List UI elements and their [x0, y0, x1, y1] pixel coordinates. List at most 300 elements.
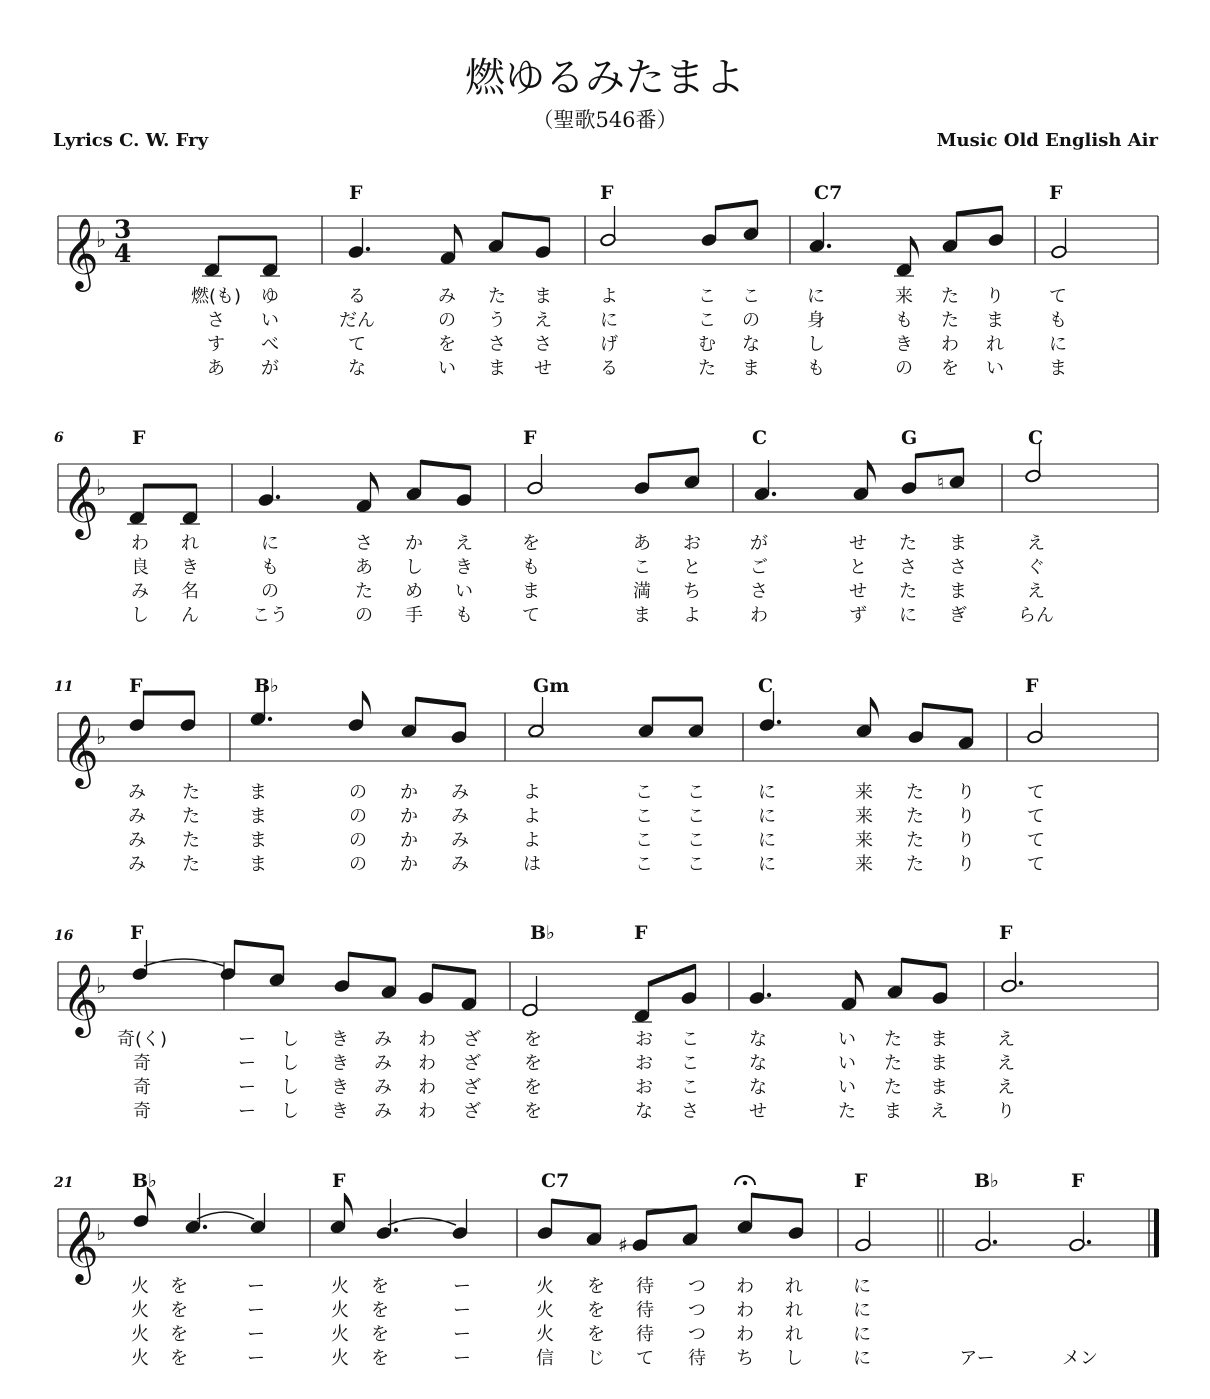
lyric-syllable: ま: [930, 1053, 948, 1074]
lyric-syllable: て: [348, 334, 366, 355]
lyric-syllable: し: [281, 1101, 299, 1122]
lyric-syllable: わ: [418, 1077, 436, 1098]
lyric-syllable: ざ: [463, 1053, 481, 1074]
lyric-syllable: い: [838, 1077, 856, 1098]
lyric-syllable: に: [758, 830, 776, 851]
note-head: [132, 967, 149, 981]
lyric-syllable: 来: [855, 854, 873, 875]
lyric-syllable: を: [587, 1300, 605, 1321]
lyric-syllable: れ: [785, 1324, 803, 1345]
lyric-syllable: ー: [453, 1348, 471, 1369]
note-head: [456, 493, 473, 507]
lyric-syllable: た: [899, 581, 917, 602]
dot: [1019, 981, 1023, 985]
lyric-syllable: ー: [453, 1276, 471, 1297]
chord-symbol: C: [752, 427, 768, 449]
lyric-syllable: に: [1049, 334, 1067, 355]
lyric-syllable: み: [438, 286, 456, 307]
lyric-syllable: ん: [181, 605, 199, 626]
lyric-syllable: を: [371, 1300, 389, 1321]
note-head: [754, 487, 771, 501]
lyric-syllable: ご: [750, 557, 768, 578]
dot: [366, 247, 370, 251]
lyric-syllable: い: [986, 358, 1004, 379]
note-head: [949, 475, 966, 489]
beam: [752, 1195, 803, 1201]
lyric-syllable: わ: [941, 334, 959, 355]
lyric-syllable: 火: [131, 1324, 149, 1345]
note-head: [180, 718, 197, 732]
chord-symbol: F: [129, 675, 143, 697]
lyric-syllable: わ: [418, 1053, 436, 1074]
lyric-syllable: も: [807, 358, 825, 379]
lyric-syllable: 待: [636, 1276, 654, 1297]
lyric-syllable: に: [807, 286, 825, 307]
lyric-syllable: ま: [249, 854, 267, 875]
lyric-syllable: ざ: [463, 1077, 481, 1098]
lyric-syllable: せ: [749, 1101, 767, 1122]
lyric-syllable: か: [400, 806, 418, 827]
lyric-syllable: ー: [247, 1300, 265, 1321]
lyric-syllable: さ: [355, 533, 373, 554]
note-head: [269, 973, 286, 987]
lyric-syllable: た: [884, 1029, 902, 1050]
beam: [647, 1207, 697, 1213]
lyric-syllable: 身: [807, 310, 825, 331]
note-head: [988, 233, 1005, 247]
lyric-syllable: ま: [949, 533, 967, 554]
lyric-syllable: ざ: [463, 1029, 481, 1050]
lyric-syllable: 火: [536, 1276, 554, 1297]
beam: [716, 202, 758, 208]
lyric-syllable: の: [349, 782, 367, 803]
chord-symbol: B♭: [530, 922, 556, 944]
lyric-syllable: た: [488, 286, 506, 307]
note-head: [522, 1003, 539, 1017]
lyric-syllable: た: [182, 854, 200, 875]
lyric-syllable: て: [1049, 286, 1067, 307]
lyric-syllable: ま: [949, 581, 967, 602]
lyric-syllable: え: [455, 533, 473, 554]
lyric-syllable: 奇: [133, 1101, 151, 1122]
lyric-syllable: し: [405, 557, 423, 578]
lyric-syllable: ち: [683, 581, 701, 602]
lyric-syllable: さ: [681, 1101, 699, 1122]
lyric-syllable: ま: [249, 782, 267, 803]
lyric-syllable: 奇(く): [116, 1029, 168, 1050]
lyric-syllable: て: [522, 605, 540, 626]
lyric-syllable: た: [838, 1101, 856, 1122]
lyric-syllable: ー: [453, 1324, 471, 1345]
note-head: [356, 499, 373, 513]
note-head: [451, 730, 468, 744]
note-head: [908, 730, 925, 744]
beam: [649, 966, 696, 984]
beam: [349, 954, 396, 960]
note-head: [684, 475, 701, 489]
time-signature-bottom: 4: [114, 239, 132, 268]
key-signature-flat-icon: ♭: [96, 725, 107, 750]
note-flag: [345, 1193, 353, 1217]
lyric-syllable: に: [853, 1276, 871, 1297]
lyric-syllable: 手: [405, 605, 423, 626]
lyric-syllable: き: [181, 557, 199, 578]
note-head: [488, 239, 505, 253]
lyric-syllable: よ: [523, 830, 541, 851]
note-head: [406, 487, 423, 501]
lyric-syllable: よ: [600, 286, 618, 307]
time-signature-top: 3: [114, 215, 132, 244]
lyric-syllable: じ: [587, 1348, 605, 1369]
lyric-syllable: も: [895, 310, 913, 331]
lyric-syllable: え: [1027, 581, 1045, 602]
note-head: [809, 239, 826, 253]
lyric-syllable: に: [758, 782, 776, 803]
lyric-syllable: 良: [131, 557, 149, 578]
beam: [552, 1201, 601, 1207]
lyric-syllable: 火: [331, 1348, 349, 1369]
dot: [993, 1240, 997, 1244]
note-head: [887, 985, 904, 999]
note-flag: [871, 697, 879, 721]
lyric-syllable: 来: [855, 782, 873, 803]
lyric-syllable: き: [455, 557, 473, 578]
lyric-syllable: れ: [181, 533, 199, 554]
lyric-syllable: 来: [855, 830, 873, 851]
lyric-syllable: め: [405, 581, 423, 602]
chord-symbol: F: [1049, 182, 1063, 204]
lyric-syllable: を: [524, 1029, 542, 1050]
lyric-syllable: こ: [687, 854, 705, 875]
lyric-syllable: こ: [635, 782, 653, 803]
note-head: [537, 1226, 554, 1240]
lyric-syllable: こ: [742, 286, 760, 307]
lyric-syllable: い: [261, 310, 279, 331]
lyric-syllable: 待: [688, 1348, 706, 1369]
measure-number: 11: [54, 679, 74, 695]
note-head: [440, 251, 457, 265]
measure-number: 21: [54, 1175, 74, 1191]
note-head: [600, 233, 617, 247]
note-head: [932, 991, 949, 1005]
lyric-syllable: アー: [959, 1348, 995, 1369]
chord-symbol: B♭: [974, 1170, 1000, 1192]
lyric-syllable: わ: [736, 1300, 754, 1321]
lyric-syllable: み: [451, 854, 469, 875]
lyric-syllable: を: [438, 334, 456, 355]
lyric-syllable: の: [438, 310, 456, 331]
lyric-syllable: し: [131, 605, 149, 626]
note-head: [452, 1226, 469, 1240]
note-head: [401, 724, 418, 738]
lyric-syllable: み: [374, 1029, 392, 1050]
beam: [433, 966, 476, 972]
lyric-syllable: らん: [1018, 605, 1054, 626]
lyric-syllable: さ: [949, 557, 967, 578]
beam: [649, 450, 699, 456]
note-head: [701, 233, 718, 247]
lyric-syllable: か: [400, 854, 418, 875]
lyric-syllable: お: [635, 1029, 653, 1050]
lyric-syllable: い: [838, 1053, 856, 1074]
lyric-syllable: あ: [633, 533, 651, 554]
lyric-syllable: 火: [131, 1300, 149, 1321]
lyric-syllable: ざ: [463, 1101, 481, 1122]
lyric-syllable: に: [600, 310, 618, 331]
lyric-syllable: し: [281, 1077, 299, 1098]
lyric-syllable: ぐ: [1027, 557, 1045, 578]
lyric-syllable: こ: [687, 830, 705, 851]
key-signature-flat-icon: ♭: [96, 476, 107, 501]
lyric-syllable: わ: [736, 1324, 754, 1345]
lyric-syllable: を: [371, 1276, 389, 1297]
lyric-syllable: さ: [207, 310, 225, 331]
lyric-syllable: ま: [1049, 358, 1067, 379]
lyric-syllable: か: [400, 830, 418, 851]
lyric-syllable: こ: [681, 1077, 699, 1098]
lyric-syllable: た: [884, 1077, 902, 1098]
treble-clef-icon: 𝄞: [62, 464, 99, 537]
dot: [203, 1225, 207, 1229]
chord-symbol: F: [600, 182, 614, 204]
lyric-syllable: こ: [687, 806, 705, 827]
lyric-syllable: こ: [681, 1053, 699, 1074]
lyric-syllable: わ: [736, 1276, 754, 1297]
lyric-syllable: む: [698, 334, 716, 355]
lyric-syllable: ま: [930, 1077, 948, 1098]
treble-clef-icon: 𝄞: [62, 1209, 99, 1282]
lyric-syllable: せ: [534, 358, 552, 379]
treble-clef-icon: 𝄞: [62, 713, 99, 786]
lyric-syllable: た: [941, 286, 959, 307]
lyric-syllable: ー: [238, 1029, 256, 1050]
chord-symbol: F: [999, 922, 1013, 944]
lyric-syllable: を: [587, 1324, 605, 1345]
chord-symbol: C7: [541, 1170, 570, 1192]
beam: [916, 450, 964, 456]
lyric-syllable: か: [400, 782, 418, 803]
note-head: [129, 718, 146, 732]
lyric-syllable: が: [261, 358, 279, 379]
lyric-syllable: み: [131, 581, 149, 602]
lyric-syllable: き: [331, 1053, 349, 1074]
note-head: [749, 991, 766, 1005]
measure-number: 6: [54, 430, 64, 446]
lyric-syllable: た: [906, 854, 924, 875]
note-head: [634, 1009, 651, 1023]
dot: [777, 720, 781, 724]
chord-symbol: F: [1025, 675, 1039, 697]
treble-clef-icon: 𝄞: [62, 216, 99, 289]
treble-clef-icon: 𝄞: [62, 962, 99, 1035]
lyric-syllable: い: [438, 358, 456, 379]
chord-symbol: B♭: [132, 1170, 158, 1192]
dot: [276, 495, 280, 499]
lyricist-credit: Lyrics C. W. Fry: [53, 130, 209, 151]
note-head: [418, 991, 435, 1005]
lyric-syllable: れ: [986, 334, 1004, 355]
lyric-syllable: つ: [688, 1324, 706, 1345]
dot: [268, 717, 272, 721]
lyric-syllable: つ: [688, 1300, 706, 1321]
lyric-syllable: さ: [899, 557, 917, 578]
lyric-syllable: の: [349, 806, 367, 827]
lyric-syllable: に: [899, 605, 917, 626]
lyric-syllable: 火: [536, 1324, 554, 1345]
lyric-syllable: み: [128, 830, 146, 851]
lyric-syllable: り: [957, 782, 975, 803]
lyric-syllable: に: [758, 806, 776, 827]
lyric-syllable: 火: [131, 1348, 149, 1369]
lyric-syllable: え: [997, 1053, 1015, 1074]
lyric-syllable: を: [170, 1348, 188, 1369]
lyric-syllable: な: [742, 334, 760, 355]
lyric-syllable: み: [451, 782, 469, 803]
lyric-syllable: た: [182, 806, 200, 827]
lyric-syllable: る: [348, 286, 366, 307]
note-head: [1025, 469, 1042, 483]
lyric-syllable: も: [522, 557, 540, 578]
lyric-syllable: べ: [261, 334, 279, 355]
note-head: [737, 1220, 754, 1234]
lyric-syllable: し: [807, 334, 825, 355]
lyric-syllable: お: [635, 1077, 653, 1098]
lyric-syllable: の: [355, 605, 373, 626]
chord-symbol: B♭: [254, 675, 280, 697]
lyric-syllable: し: [281, 1029, 299, 1050]
lyric-syllable: り: [986, 286, 1004, 307]
lyric-syllable: ー: [238, 1053, 256, 1074]
lyric-syllable: な: [749, 1053, 767, 1074]
lyric-syllable: さ: [488, 334, 506, 355]
lyric-syllable: り: [997, 1101, 1015, 1122]
lyric-syllable: が: [750, 533, 768, 554]
lyric-syllable: れ: [785, 1300, 803, 1321]
note-head: [527, 481, 544, 495]
note-head: [376, 1226, 393, 1240]
lyric-syllable: た: [941, 310, 959, 331]
lyric-syllable: す: [207, 334, 225, 355]
note-head: [759, 718, 776, 732]
lyric-syllable: ま: [249, 806, 267, 827]
chord-symbol: F: [132, 427, 146, 449]
lyric-syllable: だん: [339, 310, 375, 331]
note-head: [330, 1220, 347, 1234]
lyric-syllable: ー: [247, 1276, 265, 1297]
lyric-syllable: て: [1027, 806, 1045, 827]
lyric-syllable: え: [1027, 533, 1045, 554]
lyric-syllable: ー: [238, 1077, 256, 1098]
lyric-syllable: ー: [247, 1324, 265, 1345]
lyric-syllable: を: [587, 1276, 605, 1297]
lyric-syllable: て: [1027, 782, 1045, 803]
note-head: [896, 263, 913, 277]
lyric-syllable: な: [635, 1101, 653, 1122]
note-head: [632, 1238, 649, 1252]
dot: [767, 993, 771, 997]
lyric-syllable: せ: [849, 581, 867, 602]
lyric-syllable: を: [524, 1101, 542, 1122]
lyric-syllable: え: [930, 1101, 948, 1122]
lyric-syllable: ま: [884, 1101, 902, 1122]
lyric-syllable: を: [371, 1348, 389, 1369]
fermata-dot: [743, 1181, 747, 1185]
lyric-syllable: こ: [687, 782, 705, 803]
lyric-syllable: を: [170, 1276, 188, 1297]
lyric-syllable: よ: [523, 806, 541, 827]
lyric-syllable: 来: [895, 286, 913, 307]
key-signature-flat-icon: ♭: [96, 228, 107, 253]
lyric-syllable: こ: [681, 1029, 699, 1050]
note-head: [528, 724, 545, 738]
lyric-syllable: こ: [635, 806, 653, 827]
note-head: [204, 263, 221, 277]
lyric-syllable: わ: [131, 533, 149, 554]
lyric-syllable: 燃(も): [190, 286, 242, 307]
lyric-syllable: て: [1027, 854, 1045, 875]
lyric-syllable: せ: [849, 533, 867, 554]
lyric-syllable: み: [451, 830, 469, 851]
lyric-syllable: 待: [636, 1300, 654, 1321]
tie: [197, 1212, 254, 1219]
note-head: [220, 967, 237, 981]
lyric-syllable: ま: [249, 830, 267, 851]
lyric-syllable: を: [524, 1077, 542, 1098]
note-head: [856, 724, 873, 738]
lyric-syllable: は: [523, 854, 541, 875]
lyric-syllable: 奇: [133, 1053, 151, 1074]
note-head: [682, 1232, 699, 1246]
lyric-syllable: 名: [181, 581, 199, 602]
chord-symbol: F: [349, 182, 363, 204]
lyric-syllable: た: [906, 782, 924, 803]
lyric-syllable: か: [405, 533, 423, 554]
note-flag: [363, 691, 371, 715]
lyric-syllable: る: [600, 358, 618, 379]
lyric-syllable: た: [182, 782, 200, 803]
lyric-syllable: げ: [600, 334, 618, 355]
lyric-syllable: さ: [750, 581, 768, 602]
lyric-syllable: こう: [252, 605, 288, 626]
note-head: [901, 481, 918, 495]
lyric-syllable: を: [524, 1053, 542, 1074]
lyric-syllable: ち: [736, 1348, 754, 1369]
beam: [421, 462, 471, 468]
lyric-syllable: み: [374, 1101, 392, 1122]
beam: [235, 942, 284, 948]
note-head: [975, 1238, 992, 1252]
lyric-syllable: に: [261, 533, 279, 554]
lyric-syllable: つ: [688, 1276, 706, 1297]
note-head: [262, 263, 279, 277]
lyric-syllable: お: [635, 1053, 653, 1074]
note-head: [250, 712, 267, 726]
lyric-syllable: に: [853, 1324, 871, 1345]
lyric-syllable: 奇: [133, 1077, 151, 1098]
lyric-syllable: わ: [750, 605, 768, 626]
lyric-syllable: ー: [247, 1348, 265, 1369]
note-head: [133, 1214, 150, 1228]
lyric-syllable: た: [355, 581, 373, 602]
natural-accidental-icon: ♮: [937, 470, 945, 494]
note-head: [681, 991, 698, 1005]
lyric-syllable: ゆ: [261, 286, 279, 307]
lyric-syllable: メン: [1062, 1348, 1098, 1369]
lyric-syllable: え: [534, 310, 552, 331]
lyric-syllable: わ: [418, 1029, 436, 1050]
chord-symbol: Gm: [533, 675, 570, 697]
lyric-syllable: た: [884, 1053, 902, 1074]
